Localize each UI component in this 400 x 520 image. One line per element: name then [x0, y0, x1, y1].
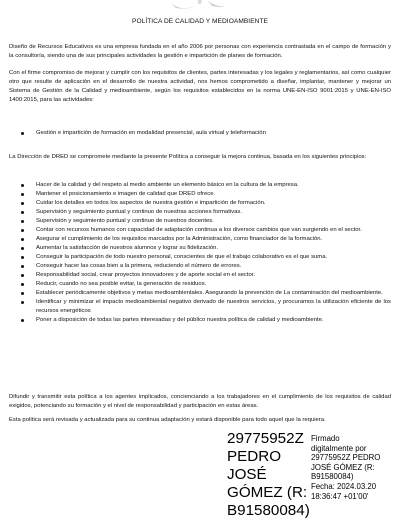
- bullet-icon: [21, 247, 24, 250]
- bullet-icon: [21, 229, 24, 232]
- list-item: Cuidar los detalles en todos los aspectos de nuestra gestión e impartición de formación.: [21, 199, 391, 208]
- review-paragraph: Esta política será revisada y actualizada para su continua adaptación y estará disponible para todo aquel que la requiera.: [9, 417, 326, 423]
- list-item: Establecer periódicamente objetivos y metas medioambientales. Asegurando la prevención de La contaminación del medioambiente.: [21, 289, 391, 298]
- list-item: Supervisión y seguimiento puntual y continuo de nuestras acciones formativas.: [21, 208, 391, 217]
- bullet-icon: [21, 265, 24, 268]
- activities-list: [21, 129, 391, 138]
- signer-name: 29775952Z PEDRO JOSÉ GÓMEZ (R: B91580084): [227, 430, 310, 519]
- list-item: Aumentar la satisfacción de nuestros alumnos y lograr su fidelización.: [21, 244, 391, 253]
- bullet-icon: [21, 202, 24, 205]
- bullet-icon: [21, 193, 24, 196]
- bullet-icon: [21, 274, 24, 277]
- list-item: Conseguir la participación de todo nuestro personal, conscientes de que el trabajo colaborativo es el que suma.: [21, 253, 391, 262]
- list-item: Identificar y minimizar el impacto medioambiental negativo derivado de nuestros servicios, y procuramos la utilización eficiente de los recursos energéticos: [21, 298, 391, 316]
- bullet-icon: [21, 220, 24, 223]
- signature-details: Firmado digitalmente por 29775952Z PEDRO JOSÉ GÓMEZ (R: B91580084) Fecha: 2024.03.20 18:36:47 +01'00': [311, 434, 381, 501]
- list-item: Hacer de la calidad y del respeto al medio ambiente un elemento básico en la cultura de la empresa.: [21, 181, 391, 190]
- bullet-icon: [21, 319, 24, 322]
- list-item: Reducir, cuando no sea posible evitar, la generación de residuos.: [21, 280, 391, 289]
- list-item: Poner a disposición de todas las partes interesadas y del público nuestra política de calidad y medioambiente.: [21, 316, 391, 325]
- bullet-icon: [21, 184, 24, 187]
- bullet-icon: [21, 283, 24, 286]
- list-item: Contar con recursos humanos con capacidad de adaptación continua a los diversos cambios que van surgiendo en el sector.: [21, 226, 391, 235]
- list-item: Supervisión y seguimiento puntual y continuo de nuestros docentes.: [21, 217, 391, 226]
- bullet-icon: [21, 301, 24, 304]
- bullet-icon: [21, 238, 24, 241]
- bullet-icon: [21, 211, 24, 214]
- dissemination-paragraph: Difundir y transmitir esta política a los agentes implicados, concienciando a los trabajadores en el cumplimiento de los requisitos de calidad exigidos, potenciando su formación y el nivel de responsabilidad y participación en estas áreas.: [9, 394, 391, 409]
- list-item: Gestión e impartición de formación en modalidad presencial, aula virtual y teleformación: [21, 129, 391, 138]
- document-title: POLÍTICA DE CALIDAD Y MEDIOAMBIENTE: [132, 18, 268, 25]
- commitment-paragraph: Con el firme compromiso de mejorar y cumplir con los requisitos de clientes, partes interesadas y los legales y reglamentarios, así como cualquier otro que resulte de aplicación en el desarrollo de nuestra actividad, nos hemos comprometido a diseñar, implantar, mantener y mejorar un Sistema de Gestión de la Calidad y medioambiente, según los requisitos establecidos en la norma UNE-EN-ISO 9001:2015 y UNE-EN-ISO 1400:2015, para las actividades:: [9, 70, 391, 103]
- bullet-icon: [21, 132, 24, 135]
- list-item: Conseguir hacer las cosas bien a la primera, reduciendo el número de errores.: [21, 262, 391, 271]
- intro-paragraph: Diseño de Recursos Educativos es una empresa fundada en el año 2006 por personas con experiencia contrastada en el campo de formación y la consultoría, siendo una de sus principales actividades la gestión e impartición de planes de formación.: [9, 44, 391, 59]
- list-item: Responsabilidad social, crear proyectos innovadores y de aporte social en el sector.: [21, 271, 391, 280]
- dred-logo-icon: [168, 0, 238, 14]
- bullet-icon: [21, 292, 24, 295]
- list-item: Mantener el posicionamiento e imagen de calidad que DRED ofrece.: [21, 190, 391, 199]
- principles-list: [21, 181, 391, 325]
- principles-intro: La Dirección de DRED se compromete mediante la presente Política a conseguir la mejora continua, basada en los siguientes principios:: [9, 154, 367, 160]
- bullet-icon: [21, 256, 24, 259]
- list-item: Asegurar el cumplimiento de los requisitos marcados por la Administración, como financiador de la formación.: [21, 235, 391, 244]
